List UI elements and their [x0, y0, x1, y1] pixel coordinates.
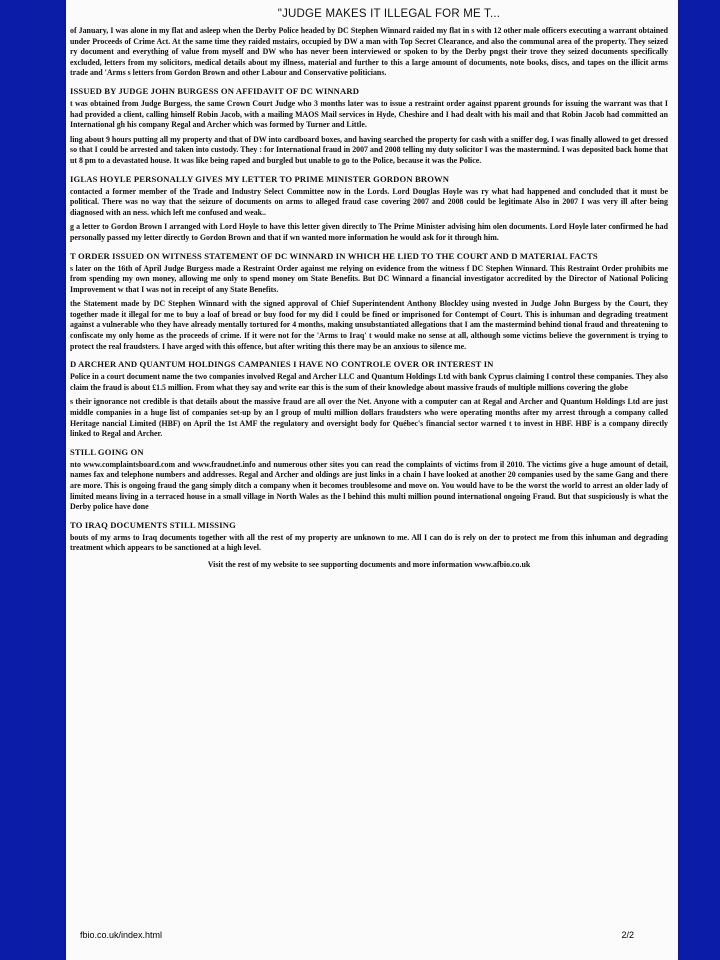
- paragraph: bouts of my arms to Iraq documents together with all the rest of my property are unknown to me. All I can do is rely on der to protect me from this inhuman and degrading treatment which appears to be sanctioned at a high level.: [70, 532, 668, 553]
- document-body: [66, 0, 678, 960]
- section-heading: STILL GOING ON: [70, 446, 144, 457]
- section-heading: TO IRAQ DOCUMENTS STILL MISSING: [70, 519, 236, 530]
- intro-paragraph: of January, I was alone in my flat and asleep when the Derby Police headed by DC Stephen Winnard raided my flat in s with 12 other male officers executing a warrant obtained under Proceeds of Crime Act. At the same time they raided mstairs, occupied by DW a man with Top Secret Clearance, and also the communal area of the property. They seized ry document and everything of value from myself and DW who has never been interviewed or spoken to by the Derby pngst their trove they seized documents specifically excluded, letters from my solicitors, medical details about my illness, material and further to this a large amount of documents, note books, discs, and tapes on the illicit arms trade and 'Arms s letters from Gordon Brown and other Labour and Conservative politicians.: [70, 26, 668, 78]
- paragraph: the Statement made by DC Stephen Winnard with the signed approval of Chief Superintendent Anthony Blockley using nvested in Judge John Burgess by the Court, they together made it illegal for me to buy a loaf of bread or buy food for my did I could be fined or imprisoned for Contempt of Court. This is inhuman and degrading treatment against a vulnerable who they have already mentally tortured for 4 months, making unsubstantiated allegations that I am the mastermind behind tional fraud and threatening to confiscate my only home as the proceeds of crime. If it were not for the 'Arms to Iraq' t would make no sense at all, although some victims believe the government is trying to protect the real fraudsters. I have arged with this offence, but after writing this there may be an anxious to silence me.: [70, 299, 668, 351]
- document-page: [66, 0, 678, 960]
- paragraph: s later on the 16th of April Judge Burgess made a Restraint Order against me relying on evidence from the witness f DC Stephen Winnard. This Restraint Order prohibits me from spending my own money, allowing me only to spend money om State Benefits. But DC Winnard a financial investigator accredited by the Director of National Policing Improvement w that I was not in receipt of any State Benefits.: [70, 263, 668, 294]
- paragraph: Police in a court document name the two companies involved Regal and Archer LLC and Quantum Holdings Ltd with bank Cyprus claiming I control these companies. They also claim the fraud is about £1.5 million. From what they say and write ear this is the sum of their knowledge about massive frauds of multiple millions covering the globe: [70, 372, 668, 392]
- paragraph: contacted a former member of the Trade and Industry Select Committee now in the Lords. Lord Douglas Hoyle was ry what had happened and concluded that it must be political. There was no way that the seizure of documents on arms to alleged fraud case covering 2007 and 2008 could be legitimate Also in 2007 I was very ill after being diagnosed with an ness. which left me confused and weak..: [70, 186, 668, 217]
- section-heading: ISSUED BY JUDGE JOHN BURGESS ON AFFIDAVIT OF DC WINNARD: [70, 85, 360, 96]
- section-heading: IGLAS HOYLE PERSONALLY GIVES MY LETTER TO PRIME MINISTER GORDON BROWN: [70, 173, 450, 184]
- page-footer: [80, 930, 634, 940]
- section-heading: D ARCHER AND QUANTUM HOLDINGS CAMPANIES I HAVE NO CONTROLE OVER OR INTEREST IN: [70, 359, 494, 370]
- paragraph: nto www.complaintsboard.com and www.fraudnet.info and numerous other sites you can read the complaints of victims from il 2010. The victims give a huge amount of detail, names fax and telephone numbers and addresses. Regal and Archer and oldings are just links in a chain I have looked at another 20 companies used by the same Gang and there are more. This is ongoing fraud the gang simply ditch a company when it becomes troublesome and move on. You would have to be the worst the world to arrest an older lady of limited means living in a terraced house in a small village in North Wales as the l behind this multi million pound international ongoing Fraud. But that suspiciously is what the Derby police have done: [70, 459, 668, 512]
- section-heading: T ORDER ISSUED ON WITNESS STATEMENT OF DC WINNARD IN WHICH HE LIED TO THE COURT AND D MATERIAL FACTS: [70, 250, 598, 261]
- paragraph: s their ignorance not credible is that details about the massive fraud are all over the Net. Anyone with a computer can at Regal and Archer and Quantum Holdings Ltd are just middle companies in a huge list of companies set-up by an l group of multi million dollars fraudsters who were operating months after my arrest through a company called Heritage nancial Limited (HBF) on April the 1st AMF the regulatory and oversight body for Québec's financial sector warned t to invest in HBF. HBF is a company directly linked to Regal and Archer.: [70, 397, 668, 439]
- closing-line: Visit the rest of my website to see supporting documents and more information www.afbio.co.uk: [207, 559, 531, 569]
- paragraph: ling about 9 hours putting all my property and that of DW into cardboard boxes, and having searched the property for cash with a sniffer dog, I was finally allowed to get dressed so that I could be arrested and taken into custody. They : for International fraud in 2007 and 2008 telling my duty solicitor I was the mastermind. I was deposited back home that ut 8 pm to a devastated house. It was like being raped and burgled but unable to go to the Police, because it was the Police.: [70, 134, 668, 165]
- document-title: "JUDGE MAKES IT ILLEGAL FOR ME T...: [277, 8, 501, 20]
- footer-url: fbio.co.uk/index.html: [80, 930, 163, 940]
- paragraph: t was obtained from Judge Burgess, the same Crown Court Judge who 3 months later was to issue a restraint order against pparent grounds for issuing the warrant was that I had provided a client, calling himself Robin Jacob, with a mailing MAOS Mail services in Hyde, Cheshire and I had dealt with his mail and that Robin Jacob had committed an International gh his company Regal and Archer which was formed by Turner and Little.: [70, 98, 668, 130]
- page-number: 2/2: [621, 930, 634, 940]
- paragraph: g a letter to Gordon Brown I arranged with Lord Hoyle to have this letter given directly to The Prime Minister advising him olen documents. Lord Hoyle later confirmed he had personally passed my letter directly to Gordon Brown and that if wn wanted more information he would ask for it through him.: [70, 222, 668, 242]
